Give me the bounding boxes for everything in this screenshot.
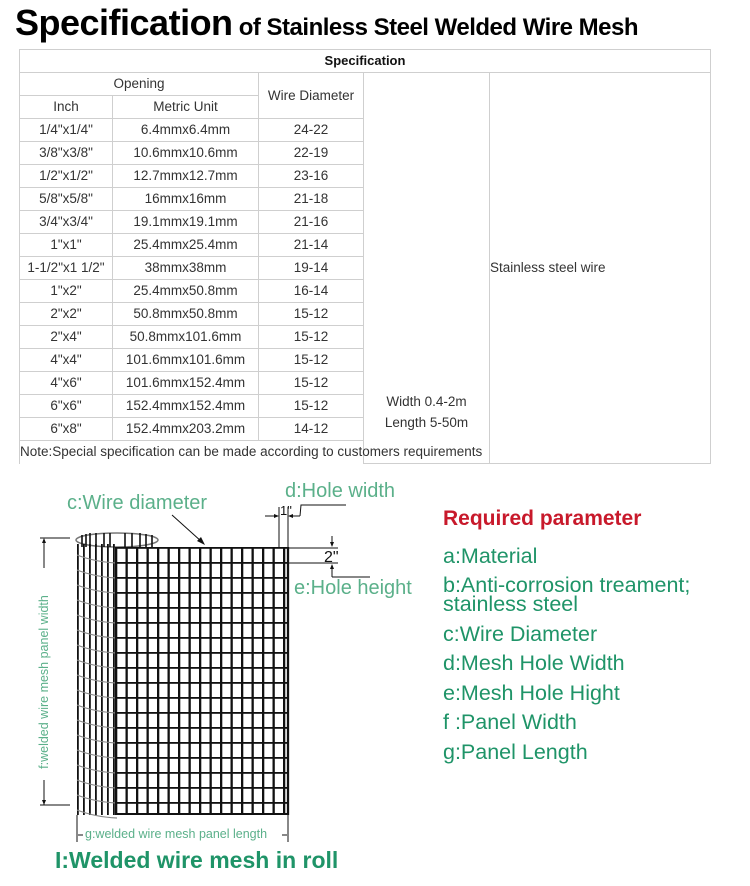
hole-width-dimension (265, 505, 346, 547)
cell-wire: 15-12 (259, 372, 364, 395)
required-parameter-title: Required parameter (443, 507, 642, 530)
cell-wire: 19-14 (259, 257, 364, 280)
mesh-panel (115, 547, 288, 815)
cell-metric: 38mmx38mm (113, 257, 259, 280)
cell-inch: 6"x8" (20, 418, 113, 441)
inch-header: Inch (20, 96, 113, 119)
cell-inch: 1"x1" (20, 234, 113, 257)
wire-diameter-arrow (172, 515, 202, 542)
metric-header: Metric Unit (113, 96, 259, 119)
cell-metric: 10.6mmx10.6mm (113, 142, 259, 165)
length-range: Length 5-50m (384, 415, 469, 430)
table-note: Note:Special specification can be made according to customers requirements (20, 441, 711, 464)
cell-wire: 21-14 (259, 234, 364, 257)
cell-inch: 5/8"x5/8" (20, 188, 113, 211)
cell-metric: 50.8mmx50.8mm (113, 303, 259, 326)
opening-header: Opening (20, 73, 259, 96)
cell-metric: 50.8mmx101.6mm (113, 326, 259, 349)
cell-metric: 25.4mmx50.8mm (113, 280, 259, 303)
dim-hole-width: 1" (280, 503, 292, 518)
cell-wire: 14-12 (259, 418, 364, 441)
param-material: a:Material (443, 544, 538, 568)
cell-inch: 4"x6" (20, 372, 113, 395)
width-range: Width 0.4-2m (386, 394, 467, 409)
label-panel-length: g:welded wire mesh panel length (85, 827, 268, 841)
cell-metric: 12.7mmx12.7mm (113, 165, 259, 188)
label-hole-width: d:Hole width (285, 480, 396, 502)
cell-inch: 6"x6" (20, 395, 113, 418)
cell-metric: 25.4mmx25.4mm (113, 234, 259, 257)
param-wire-diameter: c:Wire Diameter (443, 621, 598, 646)
param-panel-length: g:Panel Length (443, 739, 588, 764)
cell-wire: 23-16 (259, 165, 364, 188)
cell-inch: 1/2"x1/2" (20, 165, 113, 188)
param-anti-corrosion-line1: b:Anti-corrosion treament; (443, 572, 691, 597)
roll-body (77, 544, 117, 815)
dim-hole-height: 2" (324, 549, 339, 566)
parameter-list (443, 542, 690, 767)
cell-metric: 101.6mmx152.4mm (113, 372, 259, 395)
param-anti-corrosion (443, 572, 690, 620)
cell-wire: 16-14 (259, 280, 364, 303)
title-sub: of Stainless Steel Welded Wire Mesh (232, 14, 639, 41)
wire-diameter-header: Wire Diameter (259, 73, 364, 119)
cell-inch: 2"x4" (20, 326, 113, 349)
param-hole-height: e:Mesh Hole Hight (443, 680, 620, 705)
cell-wire: 21-16 (259, 211, 364, 234)
cell-inch: 1-1/2"x1 1/2" (20, 257, 113, 280)
cell-metric: 16mmx16mm (113, 188, 259, 211)
cell-wire: 15-12 (259, 349, 364, 372)
cell-inch: 1/4"x1/4" (20, 119, 113, 142)
diagram-caption: I:Welded wire mesh in roll (55, 847, 339, 873)
cell-metric: 152.4mmx152.4mm (113, 395, 259, 418)
cell-wire: 24-22 (259, 119, 364, 142)
label-panel-width: f:welded wire mesh panel width (37, 595, 51, 769)
cell-wire: 15-12 (259, 395, 364, 418)
material-cell: Stainless steel wire (490, 73, 711, 464)
table-caption: Specification (20, 50, 711, 73)
cell-inch: 3/8"x3/8" (20, 142, 113, 165)
param-anti-corrosion-line2: stainless steel (443, 591, 579, 616)
cell-inch: 3/4"x3/4" (20, 211, 113, 234)
cell-wire: 22-19 (259, 142, 364, 165)
label-wire-diameter: c:Wire diameter (67, 492, 208, 514)
cell-inch: 2"x2" (20, 303, 113, 326)
param-hole-width: d:Mesh Hole Width (443, 651, 625, 675)
cell-metric: 152.4mmx203.2mm (113, 418, 259, 441)
cell-metric: 101.6mmx101.6mm (113, 349, 259, 372)
cell-inch: 1"x2" (20, 280, 113, 303)
param-panel-width: f :Panel Width (443, 710, 577, 734)
cell-wire: 15-12 (259, 303, 364, 326)
cell-inch: 4"x4" (20, 349, 113, 372)
cell-wire: 21-18 (259, 188, 364, 211)
cell-wire: 15-12 (259, 326, 364, 349)
label-hole-height: e:Hole height (294, 577, 412, 599)
cell-metric: 19.1mmx19.1mm (113, 211, 259, 234)
title-main: Specification (15, 2, 233, 43)
cell-metric: 6.4mmx6.4mm (113, 119, 259, 142)
